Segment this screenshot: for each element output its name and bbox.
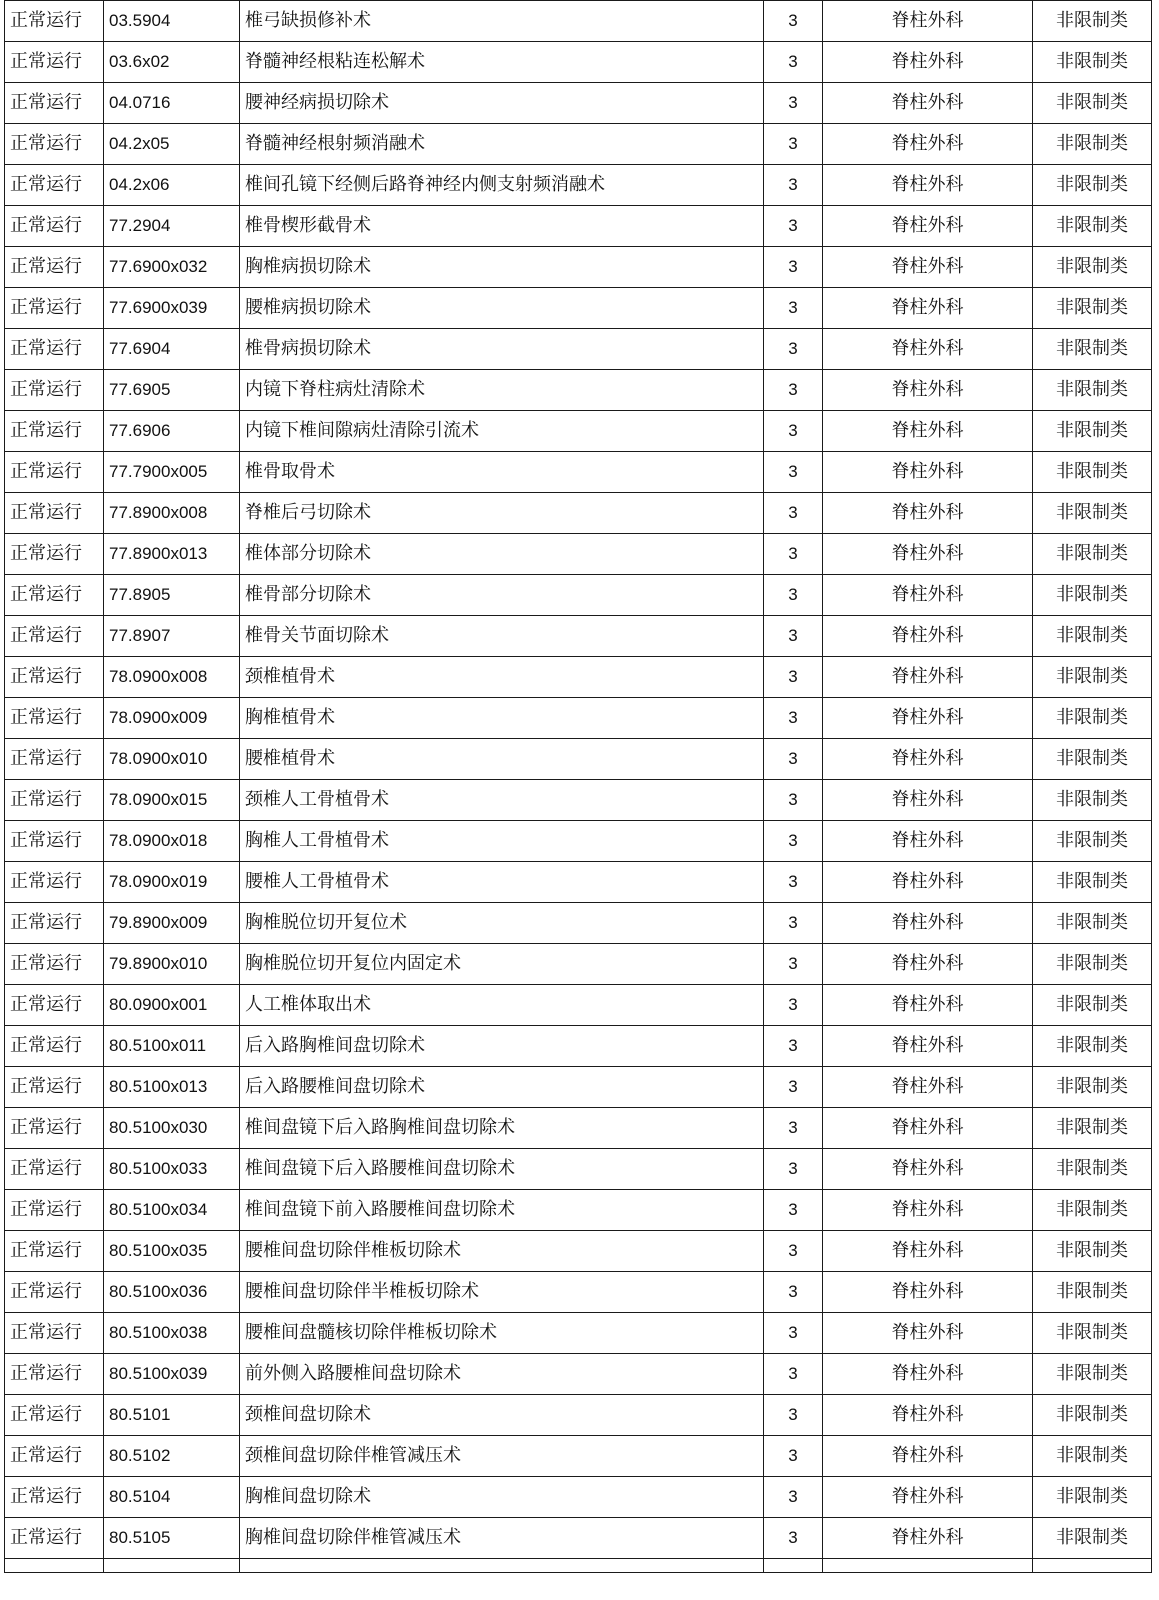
cell-status: 正常运行 [5, 1, 104, 42]
cell-department: 脊柱外科 [823, 985, 1033, 1026]
table-row [5, 42, 1152, 83]
cell-code: 80.5100x033 [104, 1149, 240, 1190]
cell-code: 78.0900x019 [104, 862, 240, 903]
cell-status: 正常运行 [5, 944, 104, 985]
table-row [5, 903, 1152, 944]
table-row [5, 1231, 1152, 1272]
table-row [5, 83, 1152, 124]
cell-category: 非限制类 [1033, 124, 1152, 165]
cell-procedure-name: 脊髓神经根粘连松解术 [240, 42, 764, 83]
cell-code: 77.6906 [104, 411, 240, 452]
cell-procedure-name: 颈椎间盘切除伴椎管减压术 [240, 1436, 764, 1477]
cell-procedure-name: 椎体部分切除术 [240, 534, 764, 575]
cell-procedure-name: 后入路腰椎间盘切除术 [240, 1067, 764, 1108]
cell-status: 正常运行 [5, 452, 104, 493]
cell-status: 正常运行 [5, 42, 104, 83]
cell-department: 脊柱外科 [823, 534, 1033, 575]
cell-category: 非限制类 [1033, 1354, 1152, 1395]
cell-category: 非限制类 [1033, 247, 1152, 288]
cell-category: 非限制类 [1033, 985, 1152, 1026]
table-row [5, 657, 1152, 698]
cell-code: 04.2x06 [104, 165, 240, 206]
cell-status: 正常运行 [5, 903, 104, 944]
cell-category: 非限制类 [1033, 493, 1152, 534]
cell-code: 79.8900x009 [104, 903, 240, 944]
cell-code: 80.0900x001 [104, 985, 240, 1026]
cell-code: 77.6900x039 [104, 288, 240, 329]
cell-status: 正常运行 [5, 411, 104, 452]
cell-procedure-name: 腰椎病损切除术 [240, 288, 764, 329]
cell-status: 正常运行 [5, 1395, 104, 1436]
cell-procedure-name: 人工椎体取出术 [240, 985, 764, 1026]
cell-procedure-name: 腰神经病损切除术 [240, 83, 764, 124]
cell-level [764, 1559, 823, 1573]
cell-department: 脊柱外科 [823, 1272, 1033, 1313]
cell-category: 非限制类 [1033, 1026, 1152, 1067]
cell-level: 3 [764, 821, 823, 862]
cell-category: 非限制类 [1033, 370, 1152, 411]
cell-procedure-name: 椎骨取骨术 [240, 452, 764, 493]
cell-category: 非限制类 [1033, 1518, 1152, 1559]
cell-status: 正常运行 [5, 206, 104, 247]
cell-department [823, 1559, 1033, 1573]
cell-category: 非限制类 [1033, 657, 1152, 698]
cell-level: 3 [764, 411, 823, 452]
cell-department: 脊柱外科 [823, 1, 1033, 42]
cell-department: 脊柱外科 [823, 657, 1033, 698]
cell-status: 正常运行 [5, 1067, 104, 1108]
cell-status: 正常运行 [5, 247, 104, 288]
cell-department: 脊柱外科 [823, 1231, 1033, 1272]
cell-procedure-name: 胸椎植骨术 [240, 698, 764, 739]
cell-status: 正常运行 [5, 165, 104, 206]
cell-code: 04.2x05 [104, 124, 240, 165]
cell-procedure-name [240, 1559, 764, 1573]
cell-code: 78.0900x010 [104, 739, 240, 780]
cell-level: 3 [764, 329, 823, 370]
cell-status: 正常运行 [5, 862, 104, 903]
cell-code: 80.5100x034 [104, 1190, 240, 1231]
cell-category: 非限制类 [1033, 206, 1152, 247]
cell-code: 78.0900x015 [104, 780, 240, 821]
cell-level: 3 [764, 534, 823, 575]
cell-level: 3 [764, 575, 823, 616]
table-row [5, 821, 1152, 862]
cell-category: 非限制类 [1033, 1313, 1152, 1354]
cell-category: 非限制类 [1033, 1149, 1152, 1190]
cell-code: 80.5100x036 [104, 1272, 240, 1313]
cell-code: 80.5104 [104, 1477, 240, 1518]
cell-level: 3 [764, 206, 823, 247]
table-row [5, 575, 1152, 616]
table-row [5, 1108, 1152, 1149]
cell-category: 非限制类 [1033, 739, 1152, 780]
cell-department: 脊柱外科 [823, 1395, 1033, 1436]
cell-department: 脊柱外科 [823, 616, 1033, 657]
cell-procedure-name: 脊髓神经根射频消融术 [240, 124, 764, 165]
table-row [5, 944, 1152, 985]
cell-category: 非限制类 [1033, 42, 1152, 83]
table-row [5, 1518, 1152, 1559]
cell-category: 非限制类 [1033, 780, 1152, 821]
cell-level: 3 [764, 124, 823, 165]
cell-procedure-name: 胸椎病损切除术 [240, 247, 764, 288]
cell-procedure-name: 颈椎植骨术 [240, 657, 764, 698]
cell-level: 3 [764, 780, 823, 821]
cell-code: 80.5100x030 [104, 1108, 240, 1149]
cell-procedure-name: 椎弓缺损修补术 [240, 1, 764, 42]
cell-category [1033, 1559, 1152, 1573]
cell-level: 3 [764, 1436, 823, 1477]
cell-department: 脊柱外科 [823, 1190, 1033, 1231]
table-row-partial [5, 1559, 1152, 1573]
cell-department: 脊柱外科 [823, 83, 1033, 124]
table-row [5, 1, 1152, 42]
cell-level: 3 [764, 1190, 823, 1231]
table-row [5, 288, 1152, 329]
table-row [5, 165, 1152, 206]
cell-code: 78.0900x008 [104, 657, 240, 698]
cell-procedure-name: 椎间盘镜下后入路胸椎间盘切除术 [240, 1108, 764, 1149]
cell-status: 正常运行 [5, 985, 104, 1026]
cell-procedure-name: 颈椎人工骨植骨术 [240, 780, 764, 821]
cell-code: 77.8900x013 [104, 534, 240, 575]
cell-status: 正常运行 [5, 83, 104, 124]
cell-status: 正常运行 [5, 739, 104, 780]
cell-procedure-name: 脊椎后弓切除术 [240, 493, 764, 534]
cell-procedure-name: 椎骨部分切除术 [240, 575, 764, 616]
cell-code: 77.6900x032 [104, 247, 240, 288]
cell-department: 脊柱外科 [823, 575, 1033, 616]
table-row [5, 370, 1152, 411]
cell-level: 3 [764, 698, 823, 739]
cell-code: 80.5105 [104, 1518, 240, 1559]
cell-category: 非限制类 [1033, 1231, 1152, 1272]
table-row [5, 206, 1152, 247]
cell-procedure-name: 腰椎植骨术 [240, 739, 764, 780]
cell-category: 非限制类 [1033, 1436, 1152, 1477]
cell-procedure-name: 胸椎人工骨植骨术 [240, 821, 764, 862]
cell-status: 正常运行 [5, 1026, 104, 1067]
cell-category: 非限制类 [1033, 411, 1152, 452]
cell-level: 3 [764, 42, 823, 83]
cell-code: 77.8900x008 [104, 493, 240, 534]
cell-procedure-name: 腰椎人工骨植骨术 [240, 862, 764, 903]
cell-code: 77.8905 [104, 575, 240, 616]
cell-code: 04.0716 [104, 83, 240, 124]
cell-level: 3 [764, 1518, 823, 1559]
cell-procedure-name: 后入路胸椎间盘切除术 [240, 1026, 764, 1067]
cell-status: 正常运行 [5, 821, 104, 862]
cell-level: 3 [764, 1, 823, 42]
cell-level: 3 [764, 165, 823, 206]
cell-status: 正常运行 [5, 1190, 104, 1231]
cell-code: 80.5101 [104, 1395, 240, 1436]
cell-category: 非限制类 [1033, 903, 1152, 944]
cell-department: 脊柱外科 [823, 780, 1033, 821]
cell-status: 正常运行 [5, 288, 104, 329]
cell-level: 3 [764, 452, 823, 493]
cell-level: 3 [764, 1108, 823, 1149]
cell-code [104, 1559, 240, 1573]
table-row [5, 1067, 1152, 1108]
cell-level: 3 [764, 1067, 823, 1108]
cell-level: 3 [764, 1026, 823, 1067]
cell-procedure-name: 内镜下椎间隙病灶清除引流术 [240, 411, 764, 452]
cell-department: 脊柱外科 [823, 288, 1033, 329]
cell-level: 3 [764, 1313, 823, 1354]
table-row [5, 616, 1152, 657]
table-body [5, 1, 1152, 1573]
cell-status: 正常运行 [5, 1108, 104, 1149]
cell-category: 非限制类 [1033, 534, 1152, 575]
cell-category: 非限制类 [1033, 83, 1152, 124]
cell-level: 3 [764, 1354, 823, 1395]
cell-department: 脊柱外科 [823, 1436, 1033, 1477]
table-row [5, 1477, 1152, 1518]
cell-code: 03.6x02 [104, 42, 240, 83]
cell-level: 3 [764, 1149, 823, 1190]
cell-category: 非限制类 [1033, 452, 1152, 493]
cell-code: 77.2904 [104, 206, 240, 247]
cell-level: 3 [764, 247, 823, 288]
cell-procedure-name: 胸椎间盘切除术 [240, 1477, 764, 1518]
cell-procedure-name: 胸椎间盘切除伴椎管减压术 [240, 1518, 764, 1559]
cell-department: 脊柱外科 [823, 452, 1033, 493]
cell-department: 脊柱外科 [823, 493, 1033, 534]
cell-level: 3 [764, 862, 823, 903]
cell-procedure-name: 椎骨楔形截骨术 [240, 206, 764, 247]
cell-department: 脊柱外科 [823, 42, 1033, 83]
cell-code: 79.8900x010 [104, 944, 240, 985]
cell-level: 3 [764, 657, 823, 698]
cell-status: 正常运行 [5, 780, 104, 821]
cell-level: 3 [764, 288, 823, 329]
cell-status: 正常运行 [5, 124, 104, 165]
cell-category: 非限制类 [1033, 288, 1152, 329]
cell-code: 80.5100x035 [104, 1231, 240, 1272]
table-row [5, 534, 1152, 575]
cell-category: 非限制类 [1033, 1, 1152, 42]
table-row [5, 329, 1152, 370]
table-row [5, 247, 1152, 288]
cell-procedure-name: 前外侧入路腰椎间盘切除术 [240, 1354, 764, 1395]
cell-code: 80.5100x013 [104, 1067, 240, 1108]
cell-category: 非限制类 [1033, 1272, 1152, 1313]
cell-code: 80.5100x038 [104, 1313, 240, 1354]
cell-procedure-name: 腰椎间盘切除伴椎板切除术 [240, 1231, 764, 1272]
cell-category: 非限制类 [1033, 616, 1152, 657]
cell-level: 3 [764, 1395, 823, 1436]
cell-department: 脊柱外科 [823, 247, 1033, 288]
cell-department: 脊柱外科 [823, 821, 1033, 862]
table-row [5, 739, 1152, 780]
table-row [5, 411, 1152, 452]
cell-status: 正常运行 [5, 698, 104, 739]
cell-code: 80.5100x011 [104, 1026, 240, 1067]
cell-status: 正常运行 [5, 1354, 104, 1395]
table-row [5, 124, 1152, 165]
cell-procedure-name: 椎骨病损切除术 [240, 329, 764, 370]
table-row [5, 1395, 1152, 1436]
cell-status [5, 1559, 104, 1573]
procedure-table [4, 0, 1152, 1573]
cell-department: 脊柱外科 [823, 1518, 1033, 1559]
cell-category: 非限制类 [1033, 575, 1152, 616]
table-row [5, 1026, 1152, 1067]
cell-status: 正常运行 [5, 1272, 104, 1313]
table-row [5, 985, 1152, 1026]
cell-status: 正常运行 [5, 1477, 104, 1518]
cell-status: 正常运行 [5, 575, 104, 616]
cell-category: 非限制类 [1033, 1108, 1152, 1149]
table-row [5, 1313, 1152, 1354]
cell-department: 脊柱外科 [823, 165, 1033, 206]
cell-department: 脊柱外科 [823, 1108, 1033, 1149]
cell-status: 正常运行 [5, 1149, 104, 1190]
table-row [5, 1149, 1152, 1190]
table-row [5, 1436, 1152, 1477]
table-row [5, 862, 1152, 903]
cell-department: 脊柱外科 [823, 903, 1033, 944]
cell-code: 80.5102 [104, 1436, 240, 1477]
cell-category: 非限制类 [1033, 165, 1152, 206]
cell-procedure-name: 椎骨关节面切除术 [240, 616, 764, 657]
cell-code: 77.6905 [104, 370, 240, 411]
cell-status: 正常运行 [5, 1313, 104, 1354]
cell-category: 非限制类 [1033, 1067, 1152, 1108]
cell-level: 3 [764, 944, 823, 985]
cell-department: 脊柱外科 [823, 1026, 1033, 1067]
cell-category: 非限制类 [1033, 821, 1152, 862]
cell-status: 正常运行 [5, 616, 104, 657]
cell-status: 正常运行 [5, 329, 104, 370]
cell-category: 非限制类 [1033, 1477, 1152, 1518]
cell-level: 3 [764, 903, 823, 944]
cell-level: 3 [764, 493, 823, 534]
cell-code: 77.7900x005 [104, 452, 240, 493]
cell-code: 78.0900x009 [104, 698, 240, 739]
cell-department: 脊柱外科 [823, 739, 1033, 780]
cell-department: 脊柱外科 [823, 329, 1033, 370]
cell-department: 脊柱外科 [823, 1067, 1033, 1108]
cell-level: 3 [764, 83, 823, 124]
cell-category: 非限制类 [1033, 944, 1152, 985]
table-row [5, 1190, 1152, 1231]
cell-department: 脊柱外科 [823, 124, 1033, 165]
cell-level: 3 [764, 1231, 823, 1272]
cell-department: 脊柱外科 [823, 1354, 1033, 1395]
cell-code: 77.8907 [104, 616, 240, 657]
cell-procedure-name: 腰椎间盘髓核切除伴椎板切除术 [240, 1313, 764, 1354]
cell-category: 非限制类 [1033, 698, 1152, 739]
cell-procedure-name: 椎间孔镜下经侧后路脊神经内侧支射频消融术 [240, 165, 764, 206]
cell-level: 3 [764, 1272, 823, 1313]
cell-procedure-name: 腰椎间盘切除伴半椎板切除术 [240, 1272, 764, 1313]
cell-category: 非限制类 [1033, 862, 1152, 903]
table-row [5, 1272, 1152, 1313]
cell-procedure-name: 胸椎脱位切开复位内固定术 [240, 944, 764, 985]
cell-status: 正常运行 [5, 534, 104, 575]
cell-code: 78.0900x018 [104, 821, 240, 862]
cell-department: 脊柱外科 [823, 411, 1033, 452]
cell-procedure-name: 内镜下脊柱病灶清除术 [240, 370, 764, 411]
cell-code: 80.5100x039 [104, 1354, 240, 1395]
cell-status: 正常运行 [5, 1436, 104, 1477]
cell-status: 正常运行 [5, 1518, 104, 1559]
cell-category: 非限制类 [1033, 1190, 1152, 1231]
cell-code: 03.5904 [104, 1, 240, 42]
cell-department: 脊柱外科 [823, 862, 1033, 903]
cell-level: 3 [764, 370, 823, 411]
cell-department: 脊柱外科 [823, 206, 1033, 247]
cell-department: 脊柱外科 [823, 698, 1033, 739]
cell-status: 正常运行 [5, 657, 104, 698]
cell-status: 正常运行 [5, 493, 104, 534]
cell-level: 3 [764, 616, 823, 657]
cell-department: 脊柱外科 [823, 1313, 1033, 1354]
table-row [5, 493, 1152, 534]
table-row [5, 452, 1152, 493]
cell-procedure-name: 颈椎间盘切除术 [240, 1395, 764, 1436]
cell-category: 非限制类 [1033, 329, 1152, 370]
cell-level: 3 [764, 739, 823, 780]
cell-status: 正常运行 [5, 370, 104, 411]
cell-department: 脊柱外科 [823, 1149, 1033, 1190]
cell-procedure-name: 椎间盘镜下前入路腰椎间盘切除术 [240, 1190, 764, 1231]
table-row [5, 698, 1152, 739]
cell-category: 非限制类 [1033, 1395, 1152, 1436]
cell-code: 77.6904 [104, 329, 240, 370]
cell-status: 正常运行 [5, 1231, 104, 1272]
cell-level: 3 [764, 985, 823, 1026]
table-row [5, 1354, 1152, 1395]
cell-department: 脊柱外科 [823, 370, 1033, 411]
cell-level: 3 [764, 1477, 823, 1518]
cell-department: 脊柱外科 [823, 1477, 1033, 1518]
cell-procedure-name: 椎间盘镜下后入路腰椎间盘切除术 [240, 1149, 764, 1190]
table-row [5, 780, 1152, 821]
cell-department: 脊柱外科 [823, 944, 1033, 985]
cell-procedure-name: 胸椎脱位切开复位术 [240, 903, 764, 944]
